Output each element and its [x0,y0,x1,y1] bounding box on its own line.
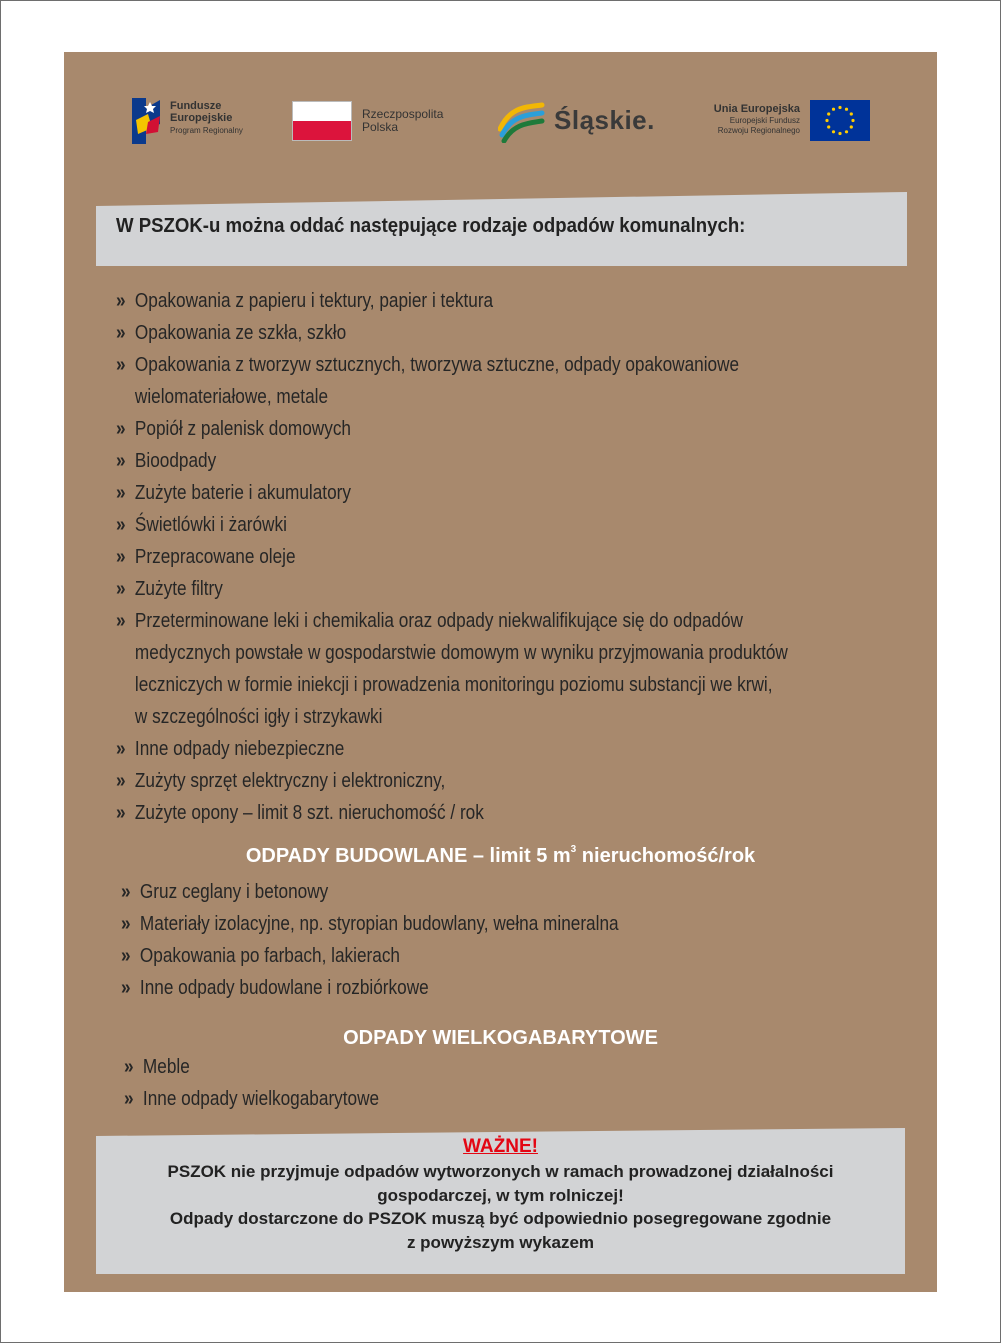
list-item-text: Świetlówki i żarówki [134,514,287,536]
list-item-text: Zużyte filtry [134,578,223,600]
bulky-heading: ODPADY WIELKOGABARYTOWE [343,1027,658,1049]
bullet-marker: » [121,881,131,903]
bullet-marker: » [116,290,126,312]
list-item [116,317,788,349]
list-item [124,1051,379,1083]
list-item [116,509,788,541]
bullet-marker: » [116,578,126,600]
list-item-text: Inne odpady budowlane i rozbiórkowe [139,977,429,999]
list-item [116,733,788,765]
bullet-marker: » [116,802,126,824]
logo-strip [64,92,937,152]
bullet-marker: » [116,738,126,760]
bullet-marker: » [116,546,126,568]
list-item-text: Popiół z palenisk domowych [134,418,351,440]
notice-line: z powyższym wykazem [406,1232,595,1252]
list-item-text: Zużyty sprzęt elektryczny i elektroniczny, [134,770,446,792]
list-item [116,573,788,605]
construction-heading-rest: nieruchomość/rok [576,845,756,867]
bullet-marker: » [121,977,131,999]
list-item-text: Opakowania po farbach, lakierach [139,945,400,967]
bullet-marker: » [116,418,126,440]
list-item [116,541,788,573]
list-item-text: Opakowania z papieru i tektury, papier i tektura [134,290,494,312]
list-item-text: Meble [142,1056,190,1078]
rp-line2: Polska [362,120,399,134]
eu-star-icon [827,125,830,128]
list-item-text: Bioodpady [134,450,217,472]
fe-line3: Program Regionalny [170,126,243,135]
list-item [116,285,788,317]
important-label: WAŻNE! [463,1136,538,1157]
bullet-marker: » [121,913,131,935]
list-item-text: Opakowania ze szkła, szkło [134,322,347,344]
rzeczpospolita-polska-logo [292,101,472,143]
eu-star-icon [825,119,828,122]
bullet-marker: » [116,514,126,536]
page-title: W PSZOK-u można oddać następujące rodzaje odpadów komunalnych: [116,215,746,237]
ue-line1: Unia Europejska [713,103,800,115]
notice-line: Odpady dostarczone do PSZOK muszą być odpowiednio posegregowane zgodnie [169,1209,832,1228]
list-item [124,1083,379,1115]
bullet-marker: » [116,610,126,632]
bullet-marker: » [116,322,126,344]
municipal-waste-list [116,285,897,829]
list-item-text: Inne odpady wielkogabarytowe [142,1088,380,1110]
eu-star-icon [850,112,853,115]
eu-flag-icon [810,100,870,141]
slaskie-waves-icon [498,101,546,143]
list-item-text: Zużyte baterie i akumulatory [134,482,351,504]
eu-star-icon [838,132,841,135]
eu-star-icon [838,106,841,109]
fundusze-europejskie-icon [130,94,164,148]
list-item [121,876,619,908]
slaskie-logo [498,99,668,145]
bullet-marker: » [121,945,131,967]
list-item [116,349,788,413]
list-item [121,908,619,940]
list-item [116,413,788,445]
ue-line3: Rozwoju Regionalnego [717,126,800,135]
construction-waste-list [121,876,700,1004]
unia-europejska-logo [696,100,876,144]
notice [96,1134,905,1254]
slaskie-text: Śląskie. [554,105,655,135]
list-item-text: medycznych powstałe w gospodarstwie domowym w wyniku przyjmowania produktów [134,642,788,664]
bullet-marker: » [116,450,126,472]
list-item-text: Przeterminowane leki i chemikalia oraz odpady niekwalifikujące się do odpadów [134,610,743,632]
ue-line2: Europejski Fundusz [729,116,800,125]
bullet-marker: » [116,482,126,504]
construction-heading-sup: 3 [570,844,577,856]
eu-star-icon [832,130,835,133]
list-item [121,972,619,1004]
list-item [116,445,788,477]
eu-star-icon [850,125,853,128]
list-item-text: Materiały izolacyjne, np. styropian budowlany, wełna mineralna [139,913,619,935]
eu-star-icon [827,112,830,115]
bullet-marker: » [124,1056,134,1078]
fundusze-europejskie-logo [130,92,270,150]
notice-line: gospodarczej, w tym rolniczej! [377,1185,624,1205]
polish-flag-icon [292,101,352,141]
fe-line1: Fundusze [170,100,222,112]
list-item-text: Przepracowane oleje [134,546,296,568]
bullet-marker: » [124,1088,134,1110]
bulky-waste-list [124,1051,421,1115]
list-item [121,940,619,972]
fe-line2: Europejskie [170,112,233,124]
construction-heading-main: ODPADY BUDOWLANE – limit 5 m [245,845,571,867]
rp-line1: Rzeczpospolita [362,107,444,121]
eu-star-icon [851,119,854,122]
list-item [116,477,788,509]
list-item [116,765,788,797]
list-item-text: leczniczych w formie iniekcji i prowadzenia monitoringu poziomu substancji we krwi, [134,674,773,696]
list-item-text: wielomateriałowe, metale [134,386,329,408]
list-item [116,605,788,733]
list-item-text: Gruz ceglany i betonowy [139,881,329,903]
bullet-marker: » [116,770,126,792]
eu-star-icon [845,130,848,133]
eu-star-icon [832,108,835,111]
list-item-text: Zużyte opony – limit 8 szt. nieruchomość / rok [134,802,484,824]
list-item-text: Opakowania z tworzyw sztucznych, tworzywa sztuczne, odpady opakowaniowe [134,354,740,376]
list-item [116,797,788,829]
construction-heading [64,845,937,868]
bullet-marker: » [116,354,126,376]
eu-star-icon [845,108,848,111]
notice-line: PSZOK nie przyjmuje odpadów wytworzonych w ramach prowadzonej działalności [167,1162,834,1181]
list-item-text: Inne odpady niebezpieczne [134,738,345,760]
list-item-text: w szczególności igły i strzykawki [134,706,383,728]
